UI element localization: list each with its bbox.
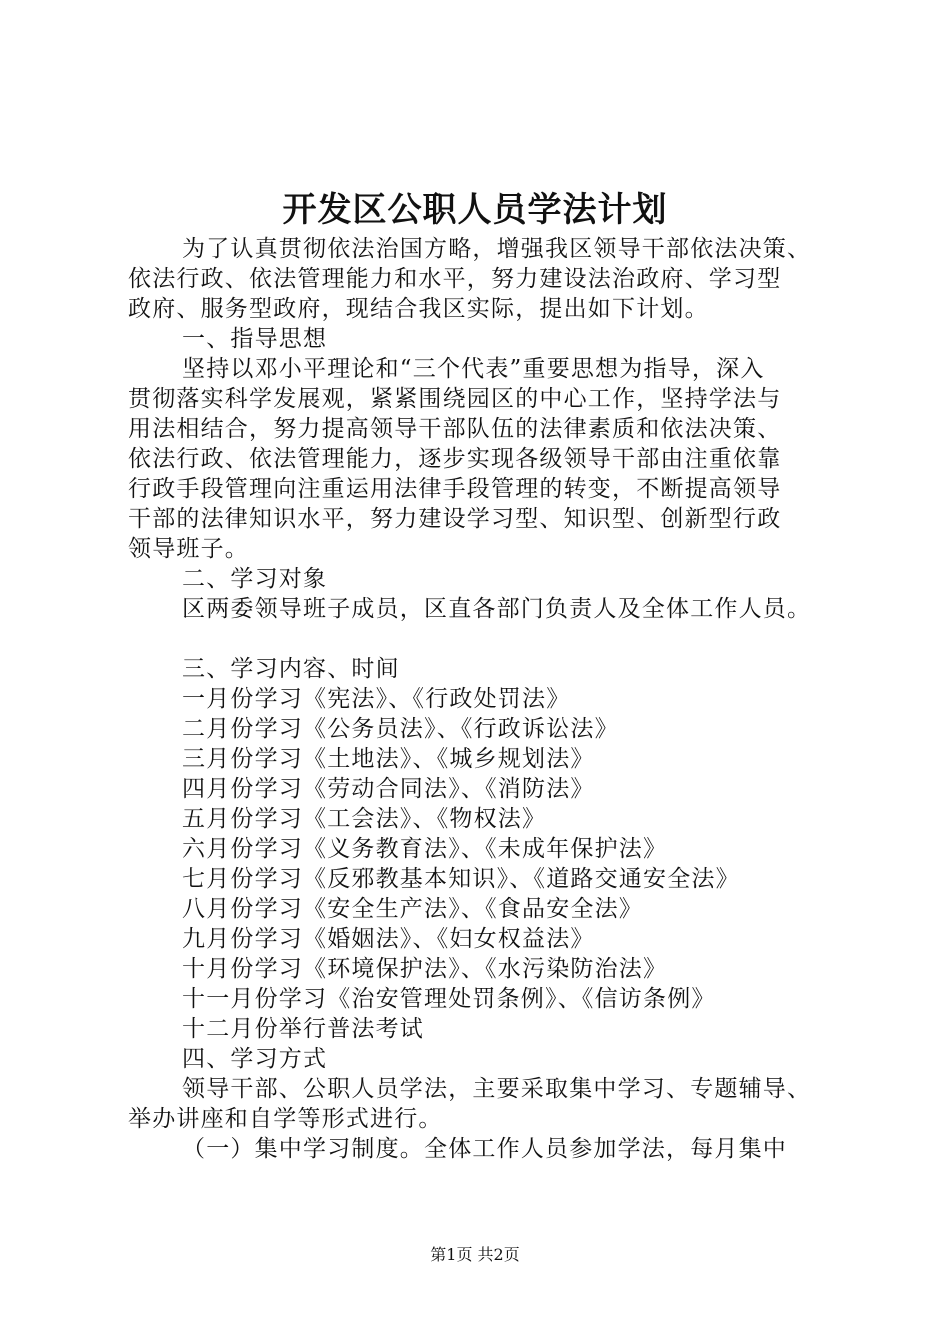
text-line: 七月份学习《反邪教基本知识》、《道路交通安全法》 bbox=[182, 866, 740, 892]
text-line: 三月份学习《土地法》、《城乡规划法》 bbox=[182, 746, 595, 772]
page-footer: 第1页 共2页 bbox=[430, 1245, 520, 1264]
text-line: 六月份学习《义务教育法》、《未成年保护法》 bbox=[182, 836, 668, 862]
text-line: 区两委领导班子成员，区直各部门负责人及全体工作人员。 bbox=[182, 596, 812, 622]
text-line: 为了认真贯彻依法治国方略，增强我区领导干部依法决策、 bbox=[182, 236, 812, 262]
text-line: 二、学习对象 bbox=[182, 566, 328, 592]
document-body bbox=[128, 234, 850, 1164]
text-line: （一）集中学习制度。全体工作人员参加学法，每月集中 bbox=[182, 1136, 787, 1162]
text-line: 三、学习内容、时间 bbox=[182, 656, 400, 682]
text-line: 行政手段管理向注重运用法律手段管理的转变，不断提高领导 bbox=[128, 476, 782, 502]
text-line: 干部的法律知识水平，努力建设学习型、知识型、创新型行政 bbox=[128, 506, 782, 532]
text-line: 十二月份举行普法考试 bbox=[182, 1016, 424, 1042]
blank-line bbox=[128, 624, 850, 654]
text-line: 坚持以邓小平理论和“三个代表”重要思想为指导，深入 bbox=[182, 356, 765, 382]
text-line: 八月份学习《安全生产法》、《食品安全法》 bbox=[182, 896, 643, 922]
text-line: 贯彻落实科学发展观，紧紧围绕园区的中心工作，坚持学法与 bbox=[128, 386, 782, 412]
text-line: 领导班子。 bbox=[128, 536, 249, 562]
text-line: 用法相结合，努力提高领导干部队伍的法律素质和依法决策、 bbox=[128, 416, 782, 442]
text-line: 九月份学习《婚姻法》、《妇女权益法》 bbox=[182, 926, 595, 952]
text-line: 举办讲座和自学等形式进行。 bbox=[128, 1106, 443, 1132]
text-line: 四、学习方式 bbox=[182, 1046, 328, 1072]
text-line: 四月份学习《劳动合同法》、《消防法》 bbox=[182, 776, 595, 802]
text-line: 依法行政、依法管理能力，逐步实现各级领导干部由注重依靠 bbox=[128, 446, 782, 472]
text-line: 依法行政、依法管理能力和水平，努力建设法治政府、学习型 bbox=[128, 266, 782, 292]
text-line: 领导干部、公职人员学法，主要采取集中学习、专题辅导、 bbox=[182, 1076, 812, 1102]
text-line: 二月份学习《公务员法》、《行政诉讼法》 bbox=[182, 716, 619, 742]
text-line: 一月份学习《宪法》、《行政处罚法》 bbox=[182, 686, 571, 712]
text-line: 一、指导思想 bbox=[182, 326, 328, 352]
text-line: 十月份学习《环境保护法》、《水污染防治法》 bbox=[182, 956, 668, 982]
text-line: 政府、服务型政府，现结合我区实际，提出如下计划。 bbox=[128, 296, 709, 322]
text-line: 十一月份学习《治安管理处罚条例》、《信访条例》 bbox=[182, 986, 716, 1012]
document-title: 开发区公职人员学法计划 bbox=[282, 190, 668, 230]
text-line: 五月份学习《工会法》、《物权法》 bbox=[182, 806, 547, 832]
